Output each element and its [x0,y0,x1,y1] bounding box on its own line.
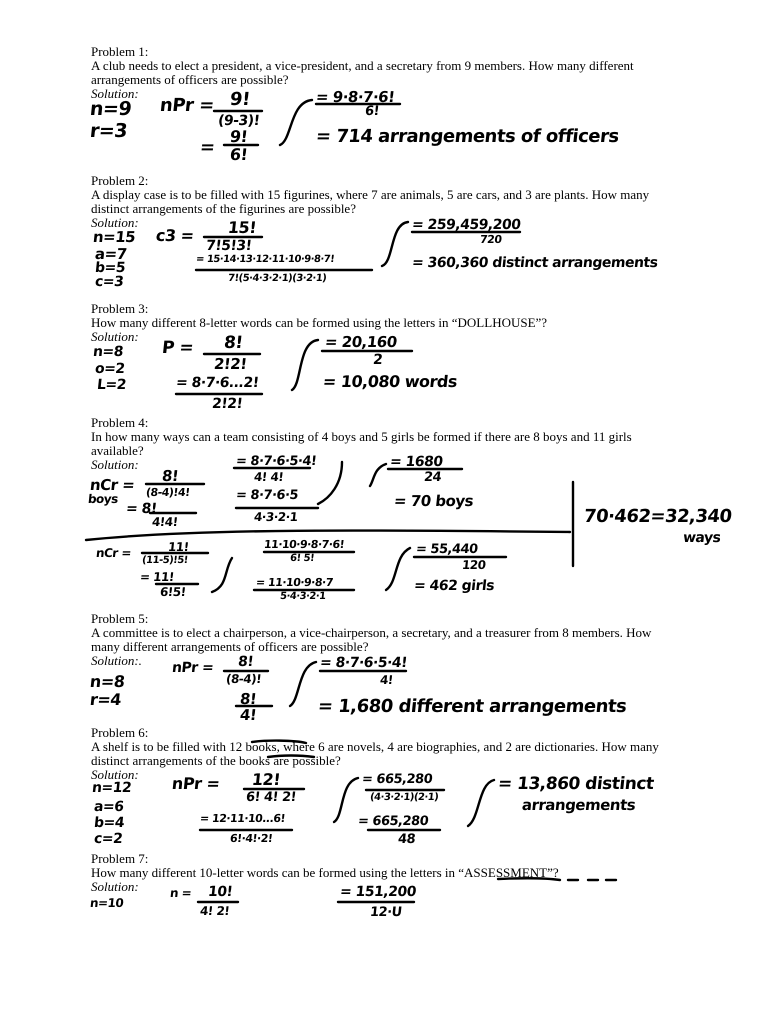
hw-numerator: = 55,440 [415,542,479,557]
hw-denominator: 4·3·2·1 [253,510,299,524]
hw-result: = 714 arrangements of officers [314,126,620,147]
problem-text: How many different 10-letter words can be formed using the letters in “ASSESSMENT”? [91,865,559,880]
hw-denominator: 4! 2! [199,904,231,918]
problem-text: How many different 8-letter words can be formed using the letters in “DOLLHOUSE”? [91,315,548,330]
problem-title: Problem 1: [91,44,149,59]
hw-numerator: 11·10·9·8·7·6! [263,538,345,551]
hw-denominator: 4! 4! [253,470,285,484]
bracket-stroke [334,778,358,822]
hw-denominator: 4!4! [151,515,179,529]
hw-result: arrangements [521,796,637,814]
hw-numerator: = 20,160 [324,333,398,351]
hw-total: 70·462=32,340 [582,506,733,527]
hw-label-boys: boys [87,492,119,506]
hw-numerator: = 8·7·6·5 [235,488,299,503]
hw-denominator: (9-3)! [217,113,261,129]
problem-title: Problem 3: [91,301,149,316]
hw-given: n=9 [88,98,133,120]
solution-label: Solution: [91,879,139,894]
hw-formula: n = [169,886,193,900]
hw-denominator: 4! [239,706,258,724]
problem-title: Problem 4: [91,415,149,430]
hw-given: c=3 [94,274,125,290]
hw-denominator: (8-4)! [225,672,262,686]
hw-denominator: 6!5! [159,585,187,599]
hw-numerator: = 151,200 [339,884,417,900]
hw-numerator: = 665,280 [357,814,429,829]
hw-given: b=4 [93,815,125,831]
hw-denominator: 6! 5! [289,553,315,564]
hw-denominator: 2 [372,352,384,368]
hw-denominator: 5·4·3·2·1 [279,591,327,602]
solution-label: Solution: [91,329,139,344]
hw-numerator: 10! [207,884,234,900]
hw-denominator: 7!5!3! [205,238,253,254]
hw-result: = 360,360 distinct arrangements [411,255,659,271]
hw-numerator: 8! [239,690,258,708]
problem-2 [91,174,681,230]
problem-title: Problem 7: [91,851,149,866]
hw-total-unit: ways [682,530,722,546]
hw-numerator: 8! [237,654,254,670]
hw-numerator: 15! [227,218,258,237]
hw-numerator: = 15·14·13·12·11·10·9·8·7! [195,254,335,265]
hw-given: n=8 [89,672,126,691]
hw-formula: c3 = [155,226,195,245]
hw-denominator: 6! 4! 2! [245,790,297,805]
hw-formula: nPr = [158,95,215,116]
hw-given: n=10 [89,896,125,910]
hw-given: b=5 [94,260,126,276]
hw-denominator: 720 [479,233,503,246]
hw-given: a=6 [93,799,125,815]
hw-numerator: = 11! [139,570,175,584]
problem-text: A display case is to be filled with 15 figurines, where 7 are animals, 5 are cars, and 3 are plants. How many distinct arrangements of the figurines are possible? [91,187,650,216]
hw-given: a=7 [94,245,128,263]
problem-text: A shelf is to be filled with 12 books, where 6 are novels, 4 are biographies, and 2 are dictionaries. How many distinct arrangements of the books are possible? [91,739,659,768]
hw-given: L=2 [96,377,127,393]
hw-given: r=3 [88,120,129,142]
hw-numerator: = 9·8·7·6! [315,88,396,106]
solution-label: Solution: [91,215,139,230]
hw-numerator: = 8·7·6·5·4! [235,454,318,469]
hw-numerator: = 11·10·9·8·7 [255,576,334,589]
hw-numerator: 9! [229,127,249,146]
hw-denominator: 6! [364,104,380,119]
hw-denominator: 24 [423,470,442,485]
hw-numerator: = 8·7·6...2! [175,375,260,391]
problem-title: Problem 5: [91,611,149,626]
bracket-stroke [468,780,494,826]
hw-numerator: 9! [228,89,251,110]
problem-text: A committee is to elect a chairperson, a vice-chairperson, a secretary, and a treasurer from 8 members. How many different arrangements of officers are possible? [91,625,652,654]
bracket-stroke [386,548,410,590]
solution-label: Solution:. [91,653,142,668]
hw-numerator: 12! [251,770,282,789]
hw-numerator: = 12·11·10...6! [199,812,286,825]
hw-denominator: 12·U [369,905,403,920]
hw-result: = 1,680 different arrangements [316,696,628,717]
hw-given: n=8 [92,344,124,360]
hw-numerator: = 1680 [389,454,444,470]
solution-label: Solution: [91,457,139,472]
solution-label: Solution: [91,86,139,101]
hw-formula: P = [160,338,195,358]
hw-formula: nPr = [171,774,221,793]
hw-denominator: 7!(5·4·3·2·1)(3·2·1) [227,273,327,284]
hw-formula: nPr = [171,660,215,676]
hw-numerator: = 259,459,200 [411,217,522,233]
hw-denominator: (4·3·2·1)(2·1) [369,792,439,803]
hw-given: n=15 [92,228,137,246]
hw-denominator: (11-5)!5! [141,555,189,566]
hw-equals: = [198,137,216,158]
hw-result: = 70 boys [393,492,475,510]
problem-4 [91,416,681,472]
hw-numerator: = 8! [125,501,158,517]
hw-given: n=12 [91,780,133,796]
hw-result: = 10,080 words [322,372,458,391]
hw-formula: nCr = [89,476,136,494]
problem-title: Problem 2: [91,173,149,188]
hw-given: r=4 [89,690,122,709]
hw-denominator: 2!2! [211,396,244,412]
hw-given: o=2 [94,361,126,377]
hw-given: c=2 [93,831,124,847]
hw-numerator: 8! [222,333,244,353]
hw-numerator: = 665,280 [361,772,433,787]
hw-formula: nCr = [95,546,132,560]
hw-denominator: 2!2! [213,355,248,373]
bracket-stroke [280,100,312,145]
problem-text: A club needs to elect a president, a vice-president, and a secretary from 9 members. How many different arrangements of officers are possible? [91,58,634,87]
hw-denominator: (8-4)!4! [145,486,191,499]
hw-result: = 13,860 distinct [496,774,655,794]
hw-denominator: 6!·4!·2! [229,832,274,845]
hw-numerator: 11! [167,540,190,554]
hw-numerator: 8! [161,467,180,485]
bracket-stroke [292,340,318,390]
hw-result: = 462 girls [413,578,495,594]
bracket-stroke [212,558,232,592]
hw-denominator: 6! [229,145,249,164]
hw-denominator: 48 [397,832,416,847]
bracket-stroke [290,662,316,706]
problem-title: Problem 6: [91,725,149,740]
hw-denominator: 4! [379,673,394,687]
problem-text: In how many ways can a team consisting of 4 boys and 5 girls be formed if there are 8 boys and 11 girls available? [91,429,632,458]
solution-label: Solution: [91,767,139,782]
hw-denominator: 120 [461,558,487,572]
hw-numerator: = 8·7·6·5·4! [319,655,408,671]
